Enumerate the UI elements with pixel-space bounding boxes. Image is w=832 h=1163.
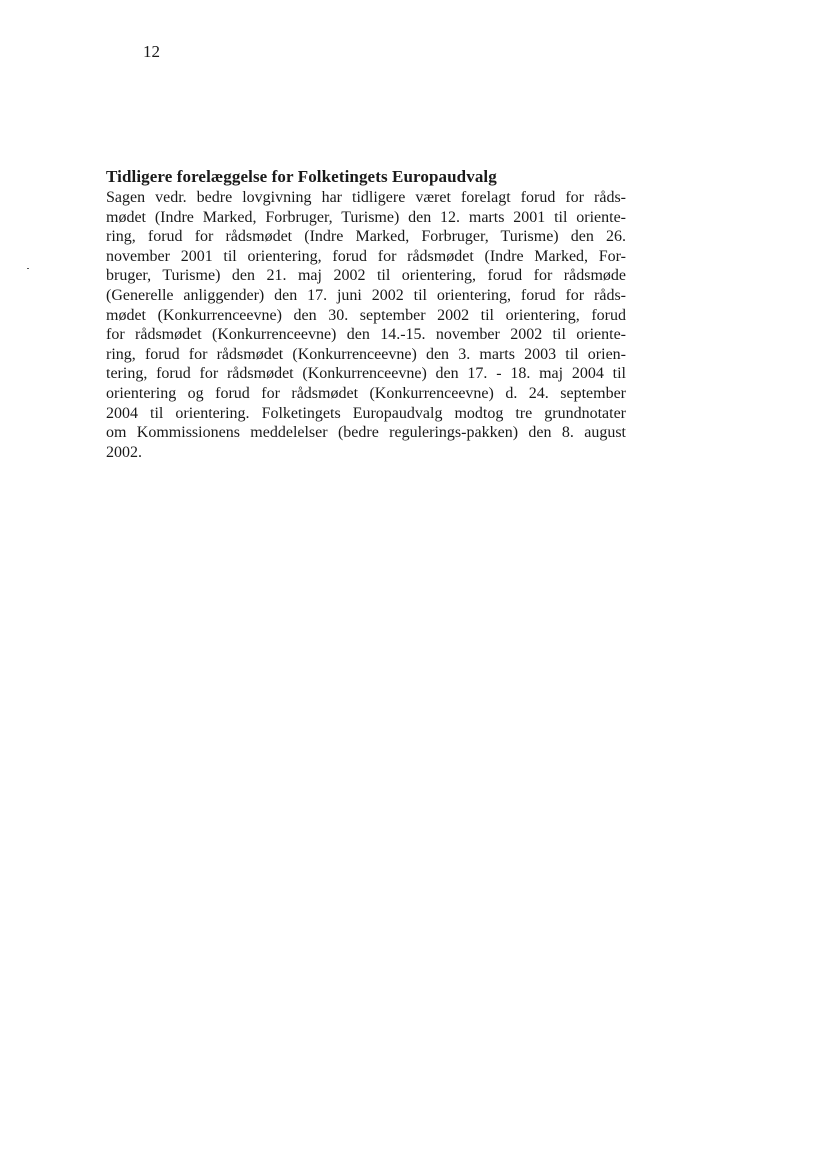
scan-speck: [27, 268, 29, 269]
body-line: ring, forud for rådsmødet (Konkurrenceevne) den 3. marts 2003 til orien-: [106, 345, 626, 363]
body-line: ring, forud for rådsmødet (Indre Marked, Forbruger, Turisme) den 26.: [106, 228, 626, 246]
body-line: Sagen vedr. bedre lovgivning har tidligere været forelagt forud for råds-: [106, 189, 626, 206]
body-line: for rådsmødet (Konkurrenceevne) den 14.-15. november 2002 til oriente-: [106, 326, 626, 344]
page-number: 12: [143, 42, 160, 61]
body-line: (Generelle anliggender) den 17. juni 2002 til orientering, forud for råds-: [106, 286, 626, 304]
body-line: 2002.: [106, 443, 142, 461]
body-line: orientering og forud for rådsmødet (Konkurrenceevne) d. 24. september: [106, 384, 626, 402]
body-line: om Kommissionens meddelelser (bedre regulerings-pakken) den 8. august: [106, 424, 626, 442]
body-line: november 2001 til orientering, forud for rådsmødet (Indre Marked, For-: [106, 247, 626, 265]
body-line: bruger, Turisme) den 21. maj 2002 til orientering, forud for rådsmøde: [106, 267, 626, 285]
section-body: [106, 188, 626, 462]
section-previous-submission: [106, 166, 626, 462]
body-line: mødet (Indre Marked, Forbruger, Turisme) den 12. marts 2001 til oriente-: [106, 208, 626, 226]
body-line: tering, forud for rådsmødet (Konkurrenceevne) den 17. - 18. maj 2004 til: [106, 365, 626, 383]
section-heading: Tidligere forelæggelse for Folketingets Europaudvalg: [106, 167, 497, 186]
body-line: mødet (Konkurrenceevne) den 30. september 2002 til orientering, forud: [106, 306, 626, 324]
body-line: 2004 til orientering. Folketingets Europaudvalg modtog tre grundnotater: [106, 404, 626, 422]
